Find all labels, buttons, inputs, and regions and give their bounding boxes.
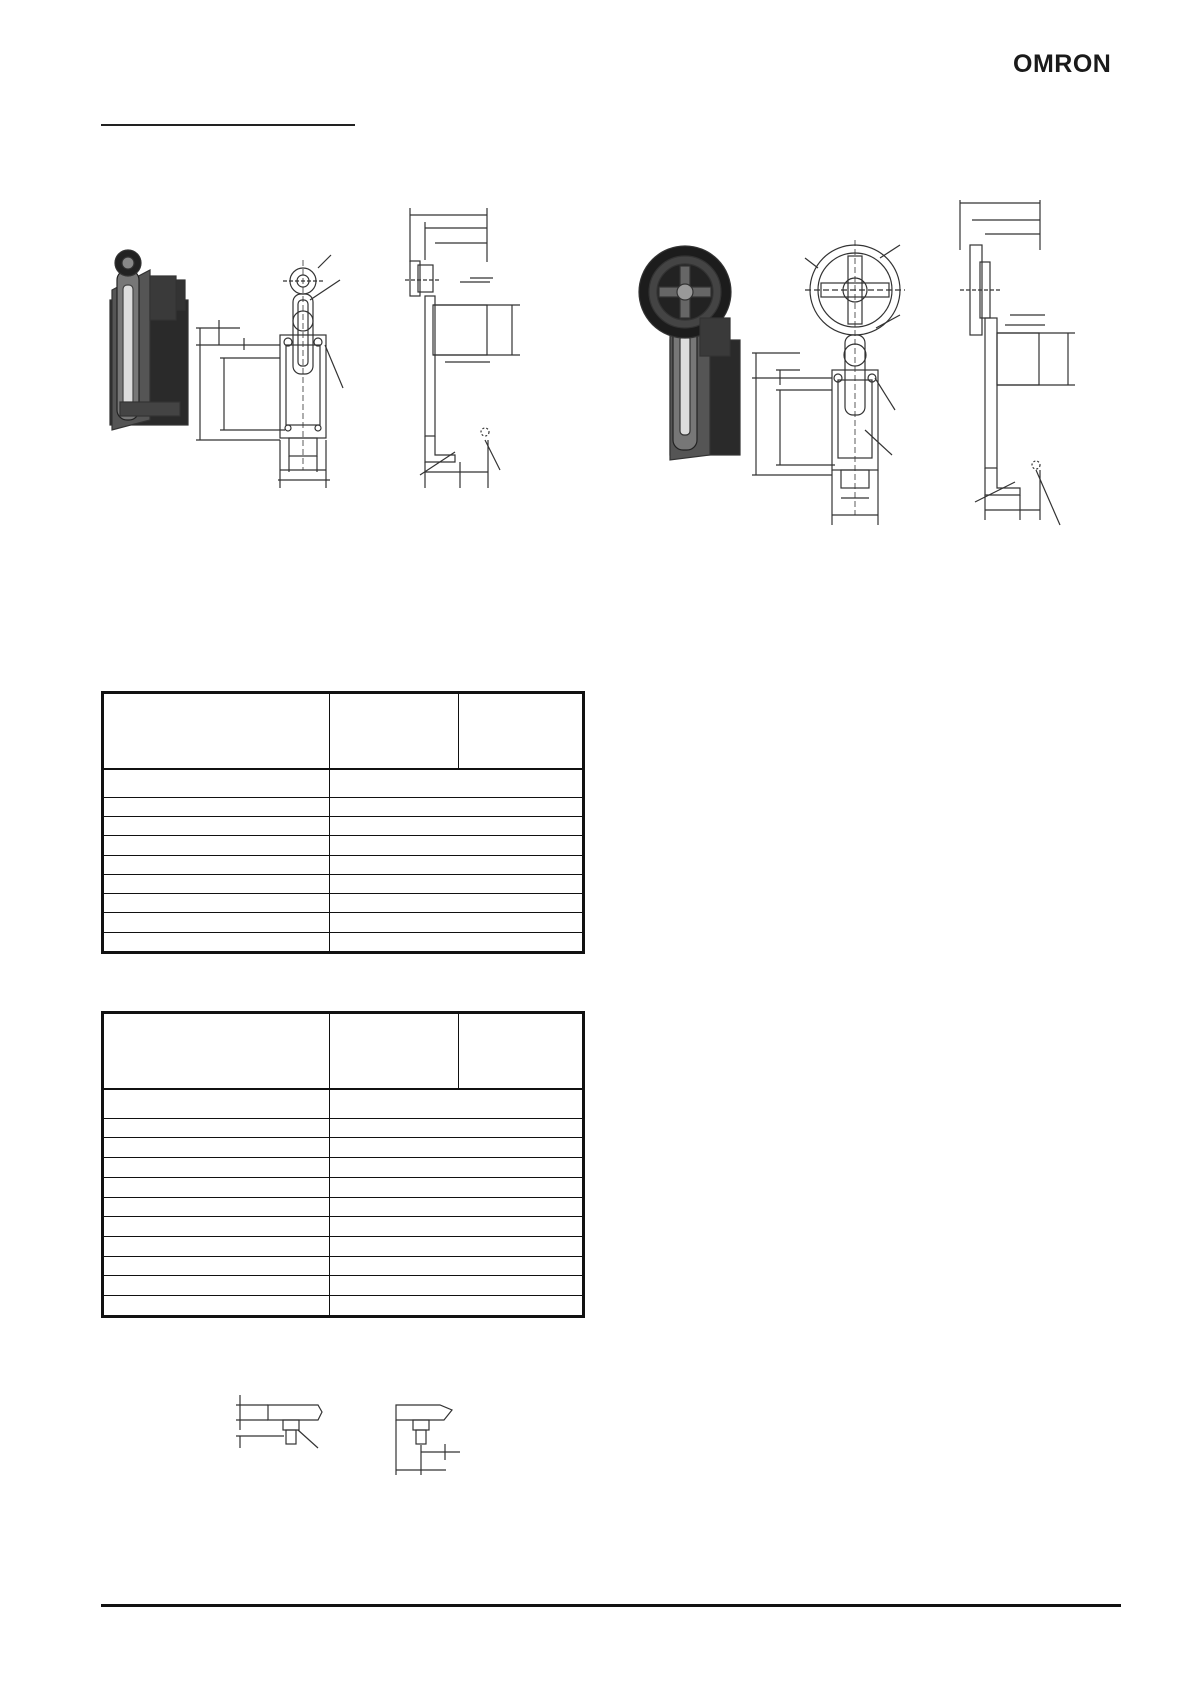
spec-table-1-header-cell <box>104 694 330 769</box>
spec-table-1-header-cell <box>459 694 583 769</box>
front-view-wheel-lever <box>752 240 905 525</box>
spec-table-2-header-cell <box>459 1014 583 1089</box>
spec-table-2-header-cell <box>330 1014 459 1089</box>
spec-table-1-header-cell <box>330 694 459 769</box>
table-row <box>104 1158 583 1178</box>
spec-table-2-header-cell <box>104 1014 330 1089</box>
table-row <box>104 1089 583 1119</box>
table-row <box>104 797 583 816</box>
omron-logo: OMRON <box>1013 50 1112 78</box>
spec-table-2 <box>101 1011 585 1318</box>
table-row <box>104 1256 583 1276</box>
front-view-roller-lever <box>196 255 343 488</box>
product-photo-roller-lever <box>110 250 188 430</box>
detail-drawing-2 <box>396 1405 460 1475</box>
table-row <box>104 1138 583 1158</box>
table-row <box>104 836 583 855</box>
table-row <box>104 855 583 874</box>
detail-drawing-1 <box>236 1395 322 1448</box>
table-row <box>104 874 583 893</box>
table-row <box>104 769 583 798</box>
table-row <box>104 913 583 932</box>
side-view-roller-lever <box>405 208 520 488</box>
table-row <box>104 817 583 836</box>
spec-table-1 <box>101 691 585 954</box>
table-row <box>104 1197 583 1217</box>
table-row <box>104 932 583 951</box>
table-row <box>104 1237 583 1257</box>
table-row <box>104 1276 583 1296</box>
table-row <box>104 1296 583 1316</box>
product-photo-wheel-lever <box>639 246 740 460</box>
footer-rule <box>101 1604 1121 1607</box>
table-row <box>104 894 583 913</box>
table-row <box>104 1118 583 1138</box>
table-row <box>104 1217 583 1237</box>
table-row <box>104 1177 583 1197</box>
side-view-wheel-lever <box>960 200 1075 525</box>
